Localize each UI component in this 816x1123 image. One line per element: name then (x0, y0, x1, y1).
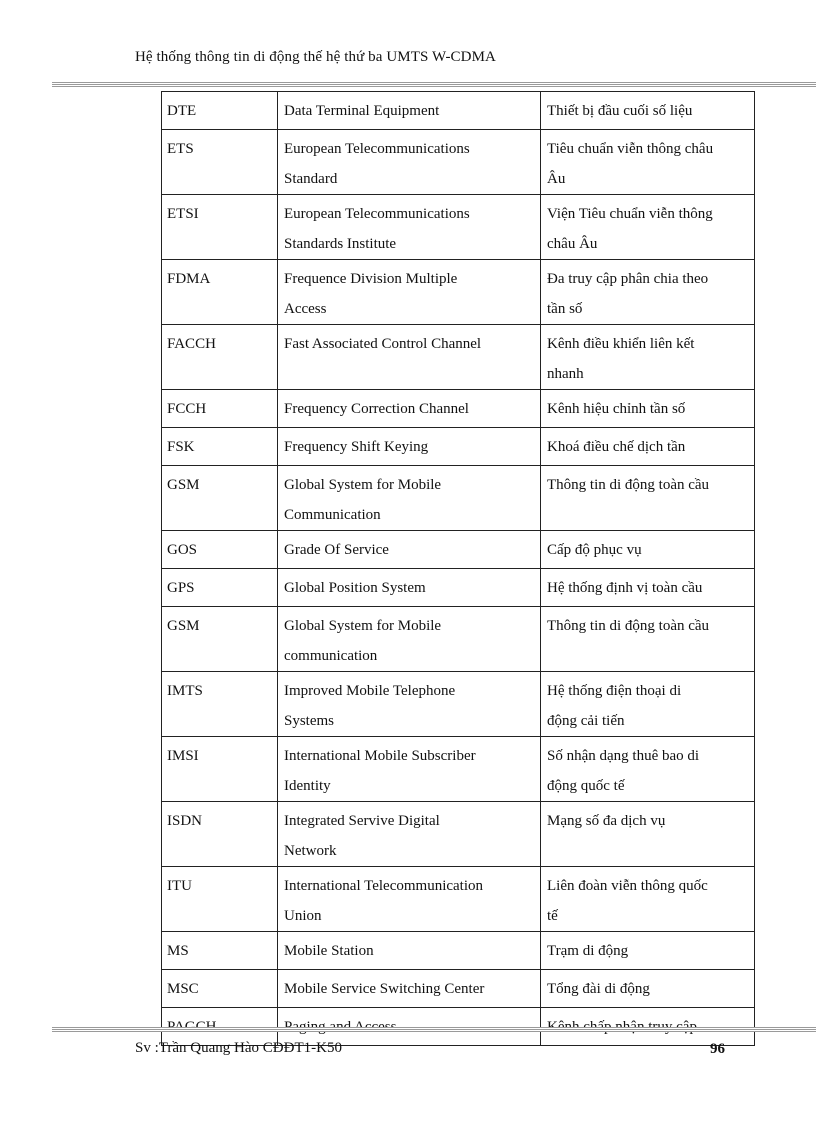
cell-line: Fast Associated Control Channel (284, 336, 482, 352)
vietnamese-term-cell (541, 390, 755, 428)
cell-line: Đa truy cập phân chia theo (547, 271, 709, 287)
english-term-cell (278, 867, 541, 932)
cell-line: European Telecommunications (284, 141, 470, 157)
english-term-cell (278, 802, 541, 867)
english-term-cell (278, 569, 541, 607)
footer-author: Sv :Trần Quang Hào CĐĐT1-K50 (135, 1040, 342, 1056)
abbreviation-cell: FSK (162, 428, 278, 466)
cell-line: Grade Of Service (284, 542, 389, 558)
table-row (162, 92, 755, 130)
english-term-cell (278, 428, 541, 466)
table-row (162, 390, 755, 428)
cell-line: International Mobile Subscriber (284, 748, 476, 764)
cell-line: Thông tin di động toàn cầu (547, 618, 710, 634)
cell-line: Network (284, 843, 337, 859)
vietnamese-term-cell (541, 970, 755, 1008)
abbreviation-cell: GSM (162, 607, 278, 672)
cell-line: Kênh hiệu chỉnh tần số (547, 401, 686, 417)
abbreviation-cell: FDMA (162, 260, 278, 325)
cell-line: Identity (284, 778, 331, 794)
cell-line: Global System for Mobile (284, 477, 442, 493)
vietnamese-term-cell (541, 672, 755, 737)
table-row (162, 737, 755, 802)
cell-line: Mobile Station (284, 943, 374, 959)
abbreviation-cell: FACCH (162, 325, 278, 390)
cell-line: Frequency Shift Keying (284, 439, 429, 455)
abbreviation-table (161, 91, 755, 1046)
cell-line: động cải tiến (547, 713, 625, 729)
table-row (162, 466, 755, 531)
cell-line: Tiêu chuẩn viễn thông châu (547, 141, 714, 157)
cell-line: tế (547, 908, 558, 924)
table-row (162, 802, 755, 867)
abbreviation-cell: ETSI (162, 195, 278, 260)
table-row (162, 531, 755, 569)
cell-line: Kênh điều khiển liên kết (547, 336, 695, 352)
table-row (162, 672, 755, 737)
cell-line: Integrated Servive Digital (284, 813, 440, 829)
abbreviation-cell: GOS (162, 531, 278, 569)
abbreviation-cell: MSC (162, 970, 278, 1008)
page-header-title: Hệ thống thông tin di động thế hệ thứ ba UMTS W-CDMA (135, 49, 496, 65)
vietnamese-term-cell (541, 802, 755, 867)
english-term-cell (278, 672, 541, 737)
vietnamese-term-cell (541, 932, 755, 970)
cell-line: International Telecommunication (284, 878, 484, 894)
cell-line: Cấp độ phục vụ (547, 542, 642, 558)
table-row (162, 569, 755, 607)
cell-line: European Telecommunications (284, 206, 470, 222)
cell-line: Tổng đài di động (547, 981, 650, 997)
cell-line: Âu (547, 171, 566, 187)
abbreviation-cell: IMSI (162, 737, 278, 802)
vietnamese-term-cell (541, 607, 755, 672)
cell-line: tần số (547, 301, 583, 317)
cell-line: Thiết bị đầu cuối số liệu (547, 103, 693, 119)
english-term-cell (278, 195, 541, 260)
abbreviation-table-body (162, 92, 755, 1046)
abbreviation-cell: ETS (162, 130, 278, 195)
cell-line: Mạng số đa dịch vụ (547, 813, 666, 829)
abbreviation-cell: GSM (162, 466, 278, 531)
english-term-cell (278, 466, 541, 531)
abbreviation-cell: ISDN (162, 802, 278, 867)
cell-line: Frequency Correction Channel (284, 401, 469, 417)
cell-line: Systems (284, 713, 335, 729)
cell-line: Access (284, 301, 327, 317)
table-row (162, 428, 755, 466)
table-row (162, 607, 755, 672)
english-term-cell (278, 607, 541, 672)
english-term-cell (278, 260, 541, 325)
english-term-cell (278, 130, 541, 195)
header-divider (52, 82, 816, 87)
cell-line: Global Position System (284, 580, 426, 596)
english-term-cell (278, 932, 541, 970)
english-term-cell (278, 531, 541, 569)
vietnamese-term-cell (541, 737, 755, 802)
abbreviation-cell: IMTS (162, 672, 278, 737)
vietnamese-term-cell (541, 195, 755, 260)
table-row (162, 932, 755, 970)
cell-line: Frequence Division Multiple (284, 271, 458, 287)
english-term-cell (278, 390, 541, 428)
vietnamese-term-cell (541, 867, 755, 932)
cell-line: Hệ thống định vị toàn cầu (547, 580, 703, 596)
cell-line: Số nhận dạng thuê bao di (547, 748, 700, 764)
table-row (162, 325, 755, 390)
cell-line: Global System for Mobile (284, 618, 442, 634)
footer-divider (52, 1027, 816, 1032)
cell-line: châu Âu (547, 236, 598, 252)
cell-line: communication (284, 648, 378, 664)
cell-line: Viện Tiêu chuẩn viễn thông (547, 206, 713, 222)
table-row (162, 260, 755, 325)
abbreviation-cell: MS (162, 932, 278, 970)
table-row (162, 867, 755, 932)
abbreviation-cell: ITU (162, 867, 278, 932)
vietnamese-term-cell (541, 260, 755, 325)
cell-line: nhanh (547, 366, 584, 382)
cell-line: Hệ thống điện thoại di (547, 683, 682, 699)
table-row (162, 970, 755, 1008)
cell-line: Communication (284, 507, 381, 523)
vietnamese-term-cell (541, 92, 755, 130)
vietnamese-term-cell (541, 466, 755, 531)
vietnamese-term-cell (541, 130, 755, 195)
cell-line: Union (284, 908, 322, 924)
cell-line: Improved Mobile Telephone (284, 683, 456, 699)
cell-line: Standards Institute (284, 236, 397, 252)
cell-line: Data Terminal Equipment (284, 103, 440, 119)
cell-line: động quốc tế (547, 778, 625, 794)
cell-line: Khoá điều chế dịch tần (547, 439, 686, 455)
table-row (162, 130, 755, 195)
english-term-cell (278, 92, 541, 130)
cell-line: Mobile Service Switching Center (284, 981, 485, 997)
cell-line: Liên đoàn viễn thông quốc (547, 878, 708, 894)
vietnamese-term-cell (541, 531, 755, 569)
table-row (162, 195, 755, 260)
vietnamese-term-cell (541, 569, 755, 607)
english-term-cell (278, 970, 541, 1008)
cell-line: Trạm di động (547, 943, 629, 959)
english-term-cell (278, 737, 541, 802)
abbreviation-cell: FCCH (162, 390, 278, 428)
cell-line: Standard (284, 171, 338, 187)
english-term-cell (278, 325, 541, 390)
vietnamese-term-cell (541, 325, 755, 390)
cell-line: Thông tin di động toàn cầu (547, 477, 710, 493)
abbreviation-cell: DTE (162, 92, 278, 130)
abbreviation-cell: GPS (162, 569, 278, 607)
page-number: 96 (710, 1041, 725, 1057)
vietnamese-term-cell (541, 428, 755, 466)
